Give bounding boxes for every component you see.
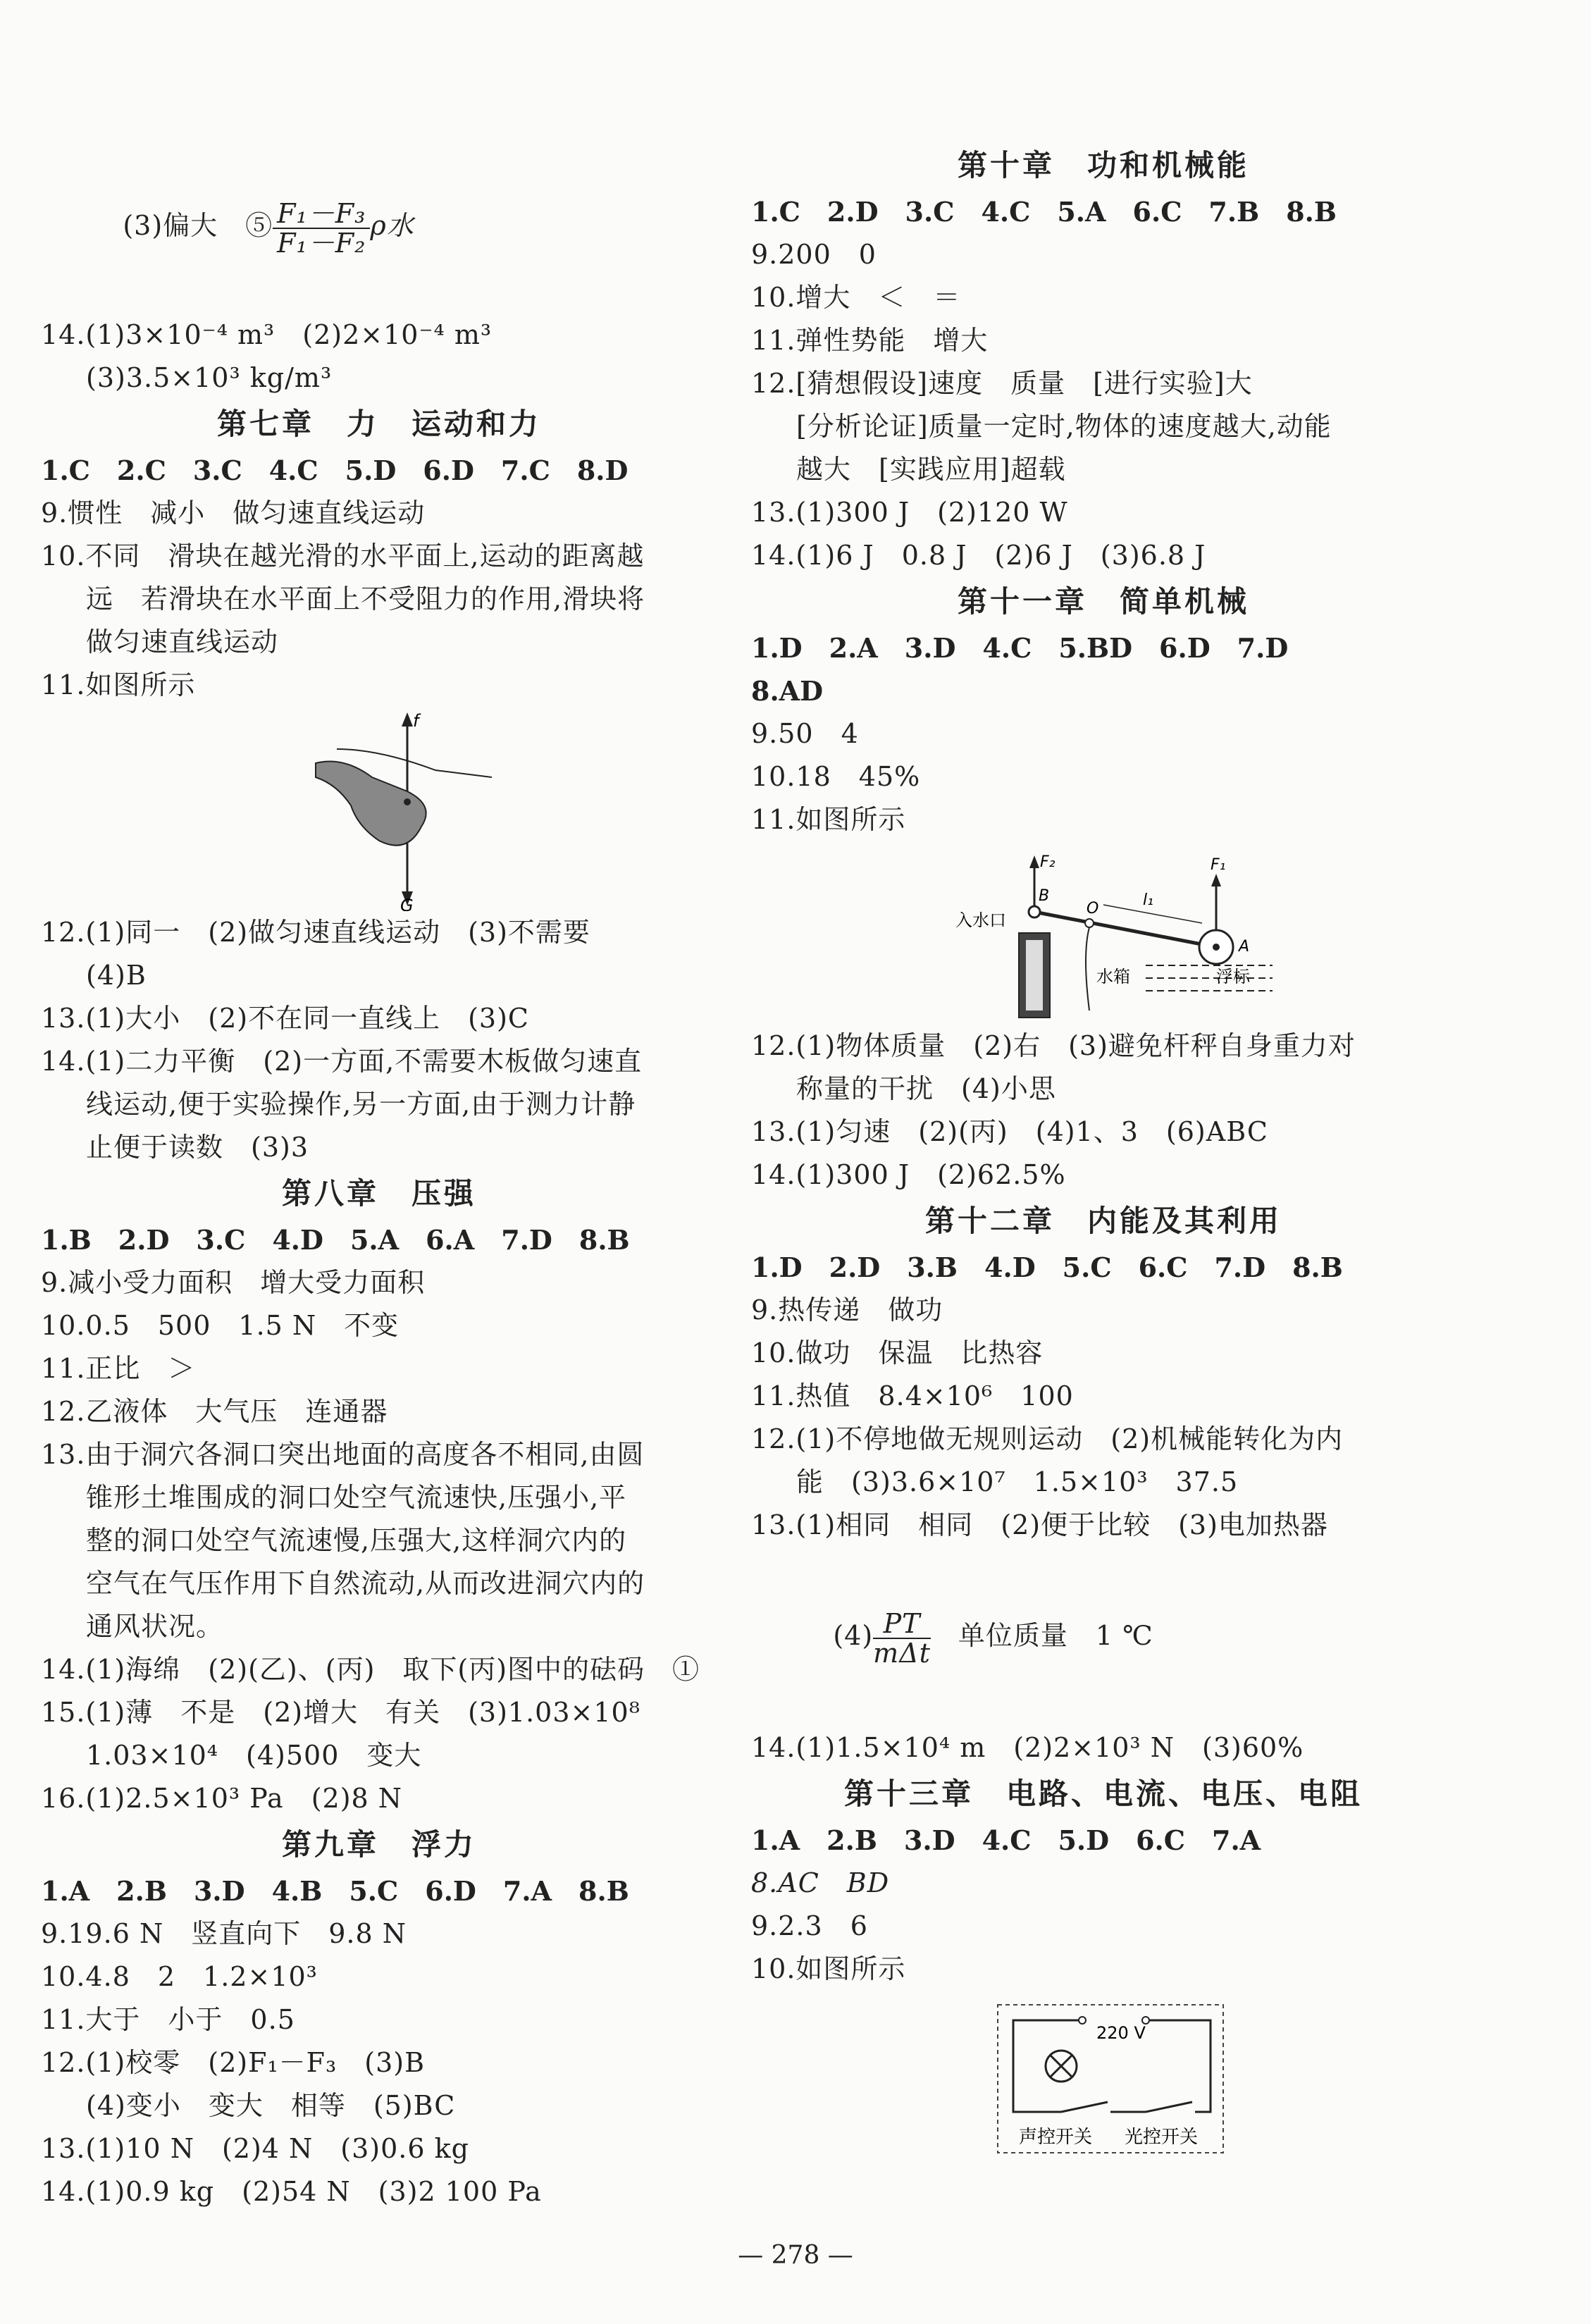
force-diagram-svg [41,707,717,911]
mc-answers: 1.C 2.C 3.C 4.C 5.D 6.D 7.C 8.D [41,454,629,486]
answer-line: (4)B [86,959,147,991]
answer-line: 13.(1)10 N (2)4 N (3)0.6 kg [41,2132,469,2164]
answer-line: 10.18 45% [751,761,921,792]
circuit-svg [751,1999,1456,2161]
page-number: — 278 — [738,2241,853,2270]
answer-line: 9.200 0 [751,239,877,270]
answer-line: 越大 [实践应用]超载 [796,454,1066,485]
answer-line: 10.4.8 2 1.2×10³ [41,1960,318,1992]
label-f2: F₂ [1040,853,1055,871]
answer-line: 14.(1)0.9 kg (2)54 N (3)2 100 Pa [41,2175,542,2207]
label-sound-switch: 声控开关 [1019,2126,1093,2148]
answer-line: 止便于读数 (3)3 [86,1131,309,1163]
answer-line: 16.(1)2.5×10³ Pa (2)8 N [41,1782,403,1814]
answer-line: 14.(1)海绵 (2)(乙)、(丙) 取下(丙)图中的砝码 ① [41,1653,700,1685]
chapter-10-title: 第十章 功和机械能 [957,148,1249,183]
answer-line: 空气在气压作用下自然流动,从而改进洞穴内的 [86,1567,645,1599]
answer-line: 9.热传递 做功 [751,1294,943,1325]
answer-line: 做匀速直线运动 [86,626,279,657]
answer-text: (3)偏大 ⑤ [123,210,273,241]
fraction-numerator: PT [873,1609,931,1639]
answer-line: 锥形土堆围成的洞口处空气流速快,压强小,平 [86,1481,627,1513]
chapter-12-title: 第十二章 内能及其利用 [924,1204,1282,1238]
figure-circuit [751,1999,1456,2161]
answer-line: (4)变小 变大 相等 (5)BC [86,2089,456,2121]
answer-line: 能 (3)3.6×10⁷ 1.5×10³ 37.5 [796,1466,1239,1497]
answer-line: 9.50 4 [751,718,859,749]
answer-line: 10.不同 滑块在越光滑的水平面上,运动的距离越 [41,540,645,571]
answer-line: 14.(1)二力平衡 (2)一方面,不需要木板做匀速直 [41,1045,643,1077]
answer-text: ρ水 [370,210,414,241]
answer-line: 8.AC BD [751,1867,890,1898]
answer-line: 整的洞口处空气流速慢,压强大,这样洞穴内的 [86,1524,627,1556]
answer-line: 12.[猜想假设]速度 质量 [进行实验]大 [751,368,1253,399]
answer-line: 13.(1)大小 (2)不在同一直线上 (3)C [41,1002,529,1034]
label-inlet: 入水口 [955,910,1006,930]
answer-line: 远 若滑块在水平面上不受阻力的作用,滑块将 [86,583,645,614]
answer-line: 9.惯性 减小 做匀速直线运动 [41,497,426,529]
chapter-11-title: 第十一章 简单机械 [957,584,1249,619]
answer-line: 14.(1)3×10⁻⁴ m³ (2)2×10⁻⁴ m³ [41,319,493,350]
answer-text: (4) [833,1620,874,1651]
mc-answers: 1.D 2.D 3.B 4.D 5.C 6.C 7.D 8.B [751,1251,1343,1283]
answer-line: 10.如图所示 [751,1953,906,1984]
answer-line: 15.(1)薄 不是 (2)增大 有关 (3)1.03×10⁸ [41,1696,640,1728]
answer-line: 9.19.6 N 竖直向下 9.8 N [41,1917,407,1949]
mc-answers: 1.B 2.D 3.C 4.D 5.A 6.A 7.D 8.B [41,1223,630,1256]
figure-lever-float [751,841,1456,1025]
mc-answers: 1.A 2.B 3.D 4.C 5.D 6.C 7.A [751,1824,1261,1856]
answer-line [41,141,717,314]
answer-line: 9.2.3 6 [751,1910,868,1941]
chapter-8-title: 第八章 压强 [281,1175,476,1211]
mc-answers: 1.C 2.D 3.C 4.C 5.A 6.C 7.B 8.B [751,196,1337,228]
answer-line: 称量的干扰 (4)小思 [796,1073,1056,1104]
answer-line [751,1547,1456,1726]
answer-line: 9.减小受力面积 增大受力面积 [41,1266,426,1298]
answer-text: 单位质量 1 ℃ [930,1620,1153,1651]
answer-line: 10.0.5 500 1.5 N 不变 [41,1309,400,1341]
right-column [751,141,1456,2161]
answer-line: 13.(1)相同 相同 (2)便于比较 (3)电加热器 [751,1509,1328,1540]
answer-line: 14.(1)6 J 0.8 J (2)6 J (3)6.8 J [751,540,1206,571]
label-light-switch: 光控开关 [1125,2126,1199,2148]
fraction [873,1609,931,1667]
answer-line: 14.(1)1.5×10⁴ m (2)2×10³ N (3)60% [751,1731,1304,1763]
mc-answers: 1.D 2.A 3.D 4.C 5.BD 6.D 7.D [751,632,1289,664]
fraction-numerator: F₁－F₃ [273,199,370,229]
answer-line: 12.(1)同一 (2)做匀速直线运动 (3)不需要 [41,916,590,948]
label-o: O [1087,900,1099,917]
chapter-9-title: 第九章 浮力 [281,1827,476,1862]
answer-line: 11.热值 8.4×10⁶ 100 [751,1380,1074,1411]
answer-line: 11.弹性势能 增大 [751,325,989,356]
answer-line: 14.(1)300 J (2)62.5% [751,1159,1066,1190]
fraction-denominator: F₁－F₂ [277,227,366,259]
answer-line: 10.做功 保温 比热容 [751,1337,1044,1368]
answer-line: (3)3.5×10³ kg/m³ [86,361,333,393]
mc-answers: 8.AD [751,675,824,707]
answer-line: 线运动,便于实验操作,另一方面,由于测力计静 [86,1088,636,1120]
label-f1: F₁ [1211,856,1226,874]
label-tank: 水箱 [1096,967,1130,987]
answer-line: 11.大于 小于 0.5 [41,2003,295,2035]
answer-line: 1.03×10⁴ (4)500 变大 [86,1739,422,1771]
answer-line: 11.如图所示 [41,669,196,700]
answer-line: 12.(1)不停地做无规则运动 (2)机械能转化为内 [751,1423,1344,1454]
figure-force-diagram [41,707,717,911]
chapter-13-title: 第十三章 电路、电流、电压、电阻 [843,1776,1363,1811]
lever-float-svg [751,841,1456,1025]
label-f: f [413,710,419,731]
answer-line: 12.(1)校零 (2)F₁－F₃ (3)B [41,2046,426,2078]
label-b: B [1039,887,1050,905]
label-a: A [1239,938,1250,956]
answer-line: 13.由于洞穴各洞口突出地面的高度各不相同,由圆 [41,1438,645,1470]
left-column [41,141,717,2213]
label-g: G [400,895,414,911]
mc-answers: 1.A 2.B 3.D 4.B 5.C 6.D 7.A 8.B [41,1874,629,1907]
answer-line: 13.(1)匀速 (2)(丙) (4)1、3 (6)ABC [751,1116,1268,1147]
chapter-7-title: 第七章 力 运动和力 [216,406,541,441]
label-l1: l₁ [1143,891,1153,909]
label-float: 浮标 [1216,967,1250,987]
fraction-denominator: mΔt [873,1637,931,1669]
answer-line: 11.正比 ＞ [41,1352,196,1384]
answer-line: 通风状况。 [86,1610,224,1642]
answer-line: 11.如图所示 [751,804,906,835]
fraction [273,199,370,257]
answer-line: [分析论证]质量一定时,物体的速度越大,动能 [796,411,1332,442]
answer-line: 13.(1)300 J (2)120 W [751,497,1068,528]
answer-line: 10.增大 ＜ ＝ [751,282,961,313]
label-voltage: 220 V [1096,2022,1146,2043]
answer-line: 12.(1)物体质量 (2)右 (3)避免杆秤自身重力对 [751,1030,1356,1061]
answer-line: 12.乙液体 大气压 连通器 [41,1395,388,1427]
